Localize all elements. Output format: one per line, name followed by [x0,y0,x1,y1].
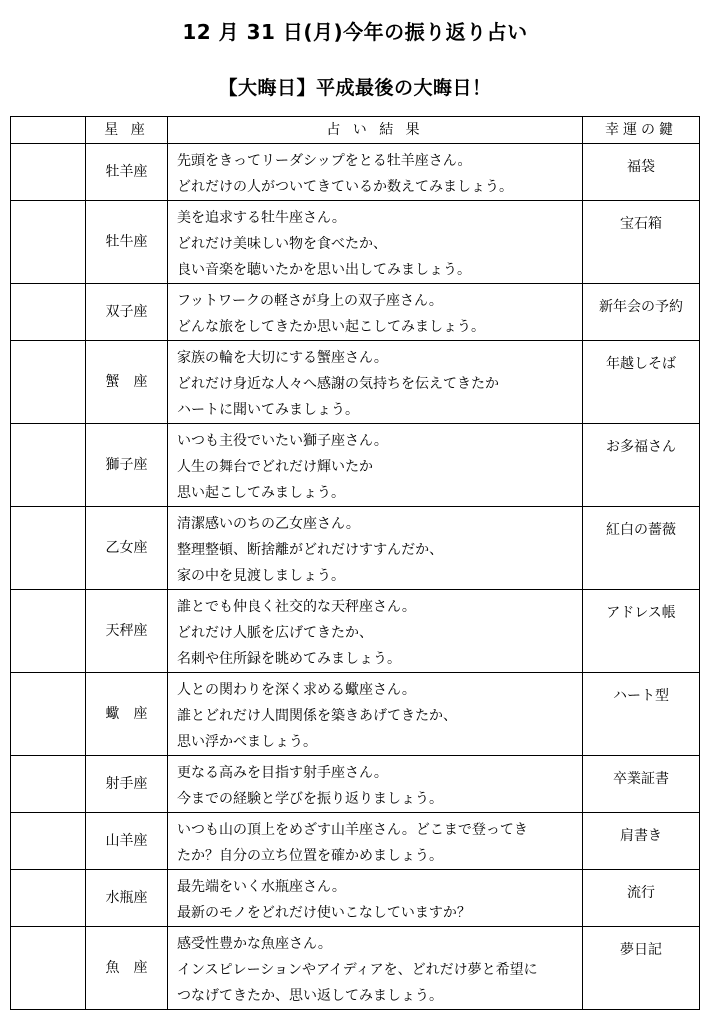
lucky-key: 肩書き [583,813,700,870]
row-blank-cell [11,284,86,341]
table-row [11,813,700,870]
row-blank-cell [11,870,86,927]
page-subtitle: 【大晦日】平成最後の大晦日！ [218,77,492,99]
fortune-result [168,590,583,673]
fortune-line: 良い音楽を聴いたかを思い出してみましょう。 [177,262,471,278]
fortune-line: どれだけの人がついてきているか数えてみましょう。 [177,179,513,195]
zodiac-sign: 山羊座 [86,813,168,870]
row-blank-cell [11,424,86,507]
lucky-key: アドレス帳 [583,590,700,673]
fortune-line: ハートに聞いてみましょう。 [177,402,359,418]
row-blank-cell [11,813,86,870]
table-row [11,144,700,201]
fortune-result [168,756,583,813]
row-blank-cell [11,341,86,424]
fortune-line: 名刺や住所録を眺めてみましょう。 [177,651,401,667]
fortune-line: フットワークの軽さが身上の双子座さん。 [177,293,443,309]
lucky-key: 年越しそば [583,341,700,424]
fortune-result [168,424,583,507]
fortune-line: 家の中を見渡しましょう。 [177,568,345,584]
table-row [11,673,700,756]
lucky-key: 福袋 [583,144,700,201]
fortune-line: つなげてきたか、思い返してみましょう。 [177,988,443,1004]
table-header-row [11,117,700,144]
fortune-line: 思い浮かべましょう。 [177,734,317,750]
table-row [11,507,700,590]
header-blank [11,117,86,144]
lucky-key: 新年会の予約 [583,284,700,341]
fortune-result [168,507,583,590]
fortune-line: 先頭をきってリーダシップをとる牡羊座さん。 [177,153,472,169]
fortune-line: たか？自分の立ち位置を確かめましょう。 [177,848,443,864]
lucky-key: 流行 [583,870,700,927]
fortune-line: 美を追求する牡牛座さん。 [177,210,346,226]
row-blank-cell [11,673,86,756]
zodiac-sign: 双子座 [86,284,168,341]
fortune-line: いつも主役でいたい獅子座さん。 [177,433,388,449]
fortune-line: 人との関わりを深く求める蠍座さん。 [177,682,416,698]
fortune-line: 最先端をいく水瓶座さん。 [177,879,346,895]
table-row [11,927,700,1010]
fortune-line: どれだけ人脈を広げてきたか、 [177,625,373,641]
fortune-line: 感受性豊かな魚座さん。 [177,936,332,952]
lucky-key: ハート型 [583,673,700,756]
page-title: 12 月 31 日(月)今年の振り返り占い [182,20,528,44]
zodiac-sign: 水瓶座 [86,870,168,927]
lucky-key: 宝石箱 [583,201,700,284]
zodiac-sign: 乙女座 [86,507,168,590]
zodiac-sign: 蟹 座 [86,341,168,424]
row-blank-cell [11,756,86,813]
fortune-result [168,813,583,870]
horoscope-table [10,116,700,1010]
row-blank-cell [11,201,86,284]
fortune-line: どんな旅をしてきたか思い起こしてみましょう。 [177,319,485,335]
fortune-line: 整理整頓、断捨離がどれだけすすんだか、 [177,542,444,558]
lucky-key: お多福さん [583,424,700,507]
fortune-result [168,673,583,756]
fortune-line: 思い起こしてみましょう。 [177,485,345,501]
fortune-line: どれだけ身近な人々へ感謝の気持ちを伝えてきたか [177,376,499,392]
fortune-line: 最新のモノをどれだけ使いこなしていますか？ [177,905,471,921]
table-row [11,284,700,341]
table-row [11,590,700,673]
fortune-line: 誰とでも仲良く社交的な天秤座さん。 [177,599,416,615]
fortune-line: インスピレーションやアイディアを、どれだけ夢と希望に [177,962,538,978]
row-blank-cell [11,590,86,673]
table-row [11,870,700,927]
table-row [11,756,700,813]
fortune-result [168,341,583,424]
lucky-key: 卒業証書 [583,756,700,813]
fortune-result [168,870,583,927]
fortune-line: 更なる高みを目指す射手座さん。 [177,765,388,781]
row-blank-cell [11,144,86,201]
header-lucky-key: 幸運の鍵 [583,117,700,144]
zodiac-sign: 獅子座 [86,424,168,507]
lucky-key: 紅白の薔薇 [583,507,700,590]
zodiac-sign: 射手座 [86,756,168,813]
fortune-line: 誰とどれだけ人間関係を築きあげてきたか、 [177,708,457,724]
fortune-line: 今までの経験と学びを振り返りましょう。 [177,791,443,807]
fortune-line: 人生の舞台でどれだけ輝いたか [177,459,373,475]
header-sign: 星 座 [86,117,168,144]
header-result: 占 い 結 果 [168,117,583,144]
fortune-line: どれだけ美味しい物を食べたか、 [177,236,387,252]
fortune-result [168,284,583,341]
zodiac-sign: 牡牛座 [86,201,168,284]
zodiac-sign: 蠍 座 [86,673,168,756]
zodiac-sign: 天秤座 [86,590,168,673]
table-row [11,201,700,284]
fortune-line: 家族の輪を大切にする蟹座さん。 [177,350,388,366]
row-blank-cell [11,507,86,590]
table-row [11,341,700,424]
lucky-key: 夢日記 [583,927,700,1010]
row-blank-cell [11,927,86,1010]
zodiac-sign: 魚 座 [86,927,168,1010]
fortune-result [168,201,583,284]
fortune-line: いつも山の頂上をめざす山羊座さん。どこまで登ってき [177,822,528,838]
zodiac-sign: 牡羊座 [86,144,168,201]
fortune-line: 清潔感いのちの乙女座さん。 [177,516,360,532]
fortune-result [168,927,583,1010]
table-row [11,424,700,507]
fortune-result [168,144,583,201]
